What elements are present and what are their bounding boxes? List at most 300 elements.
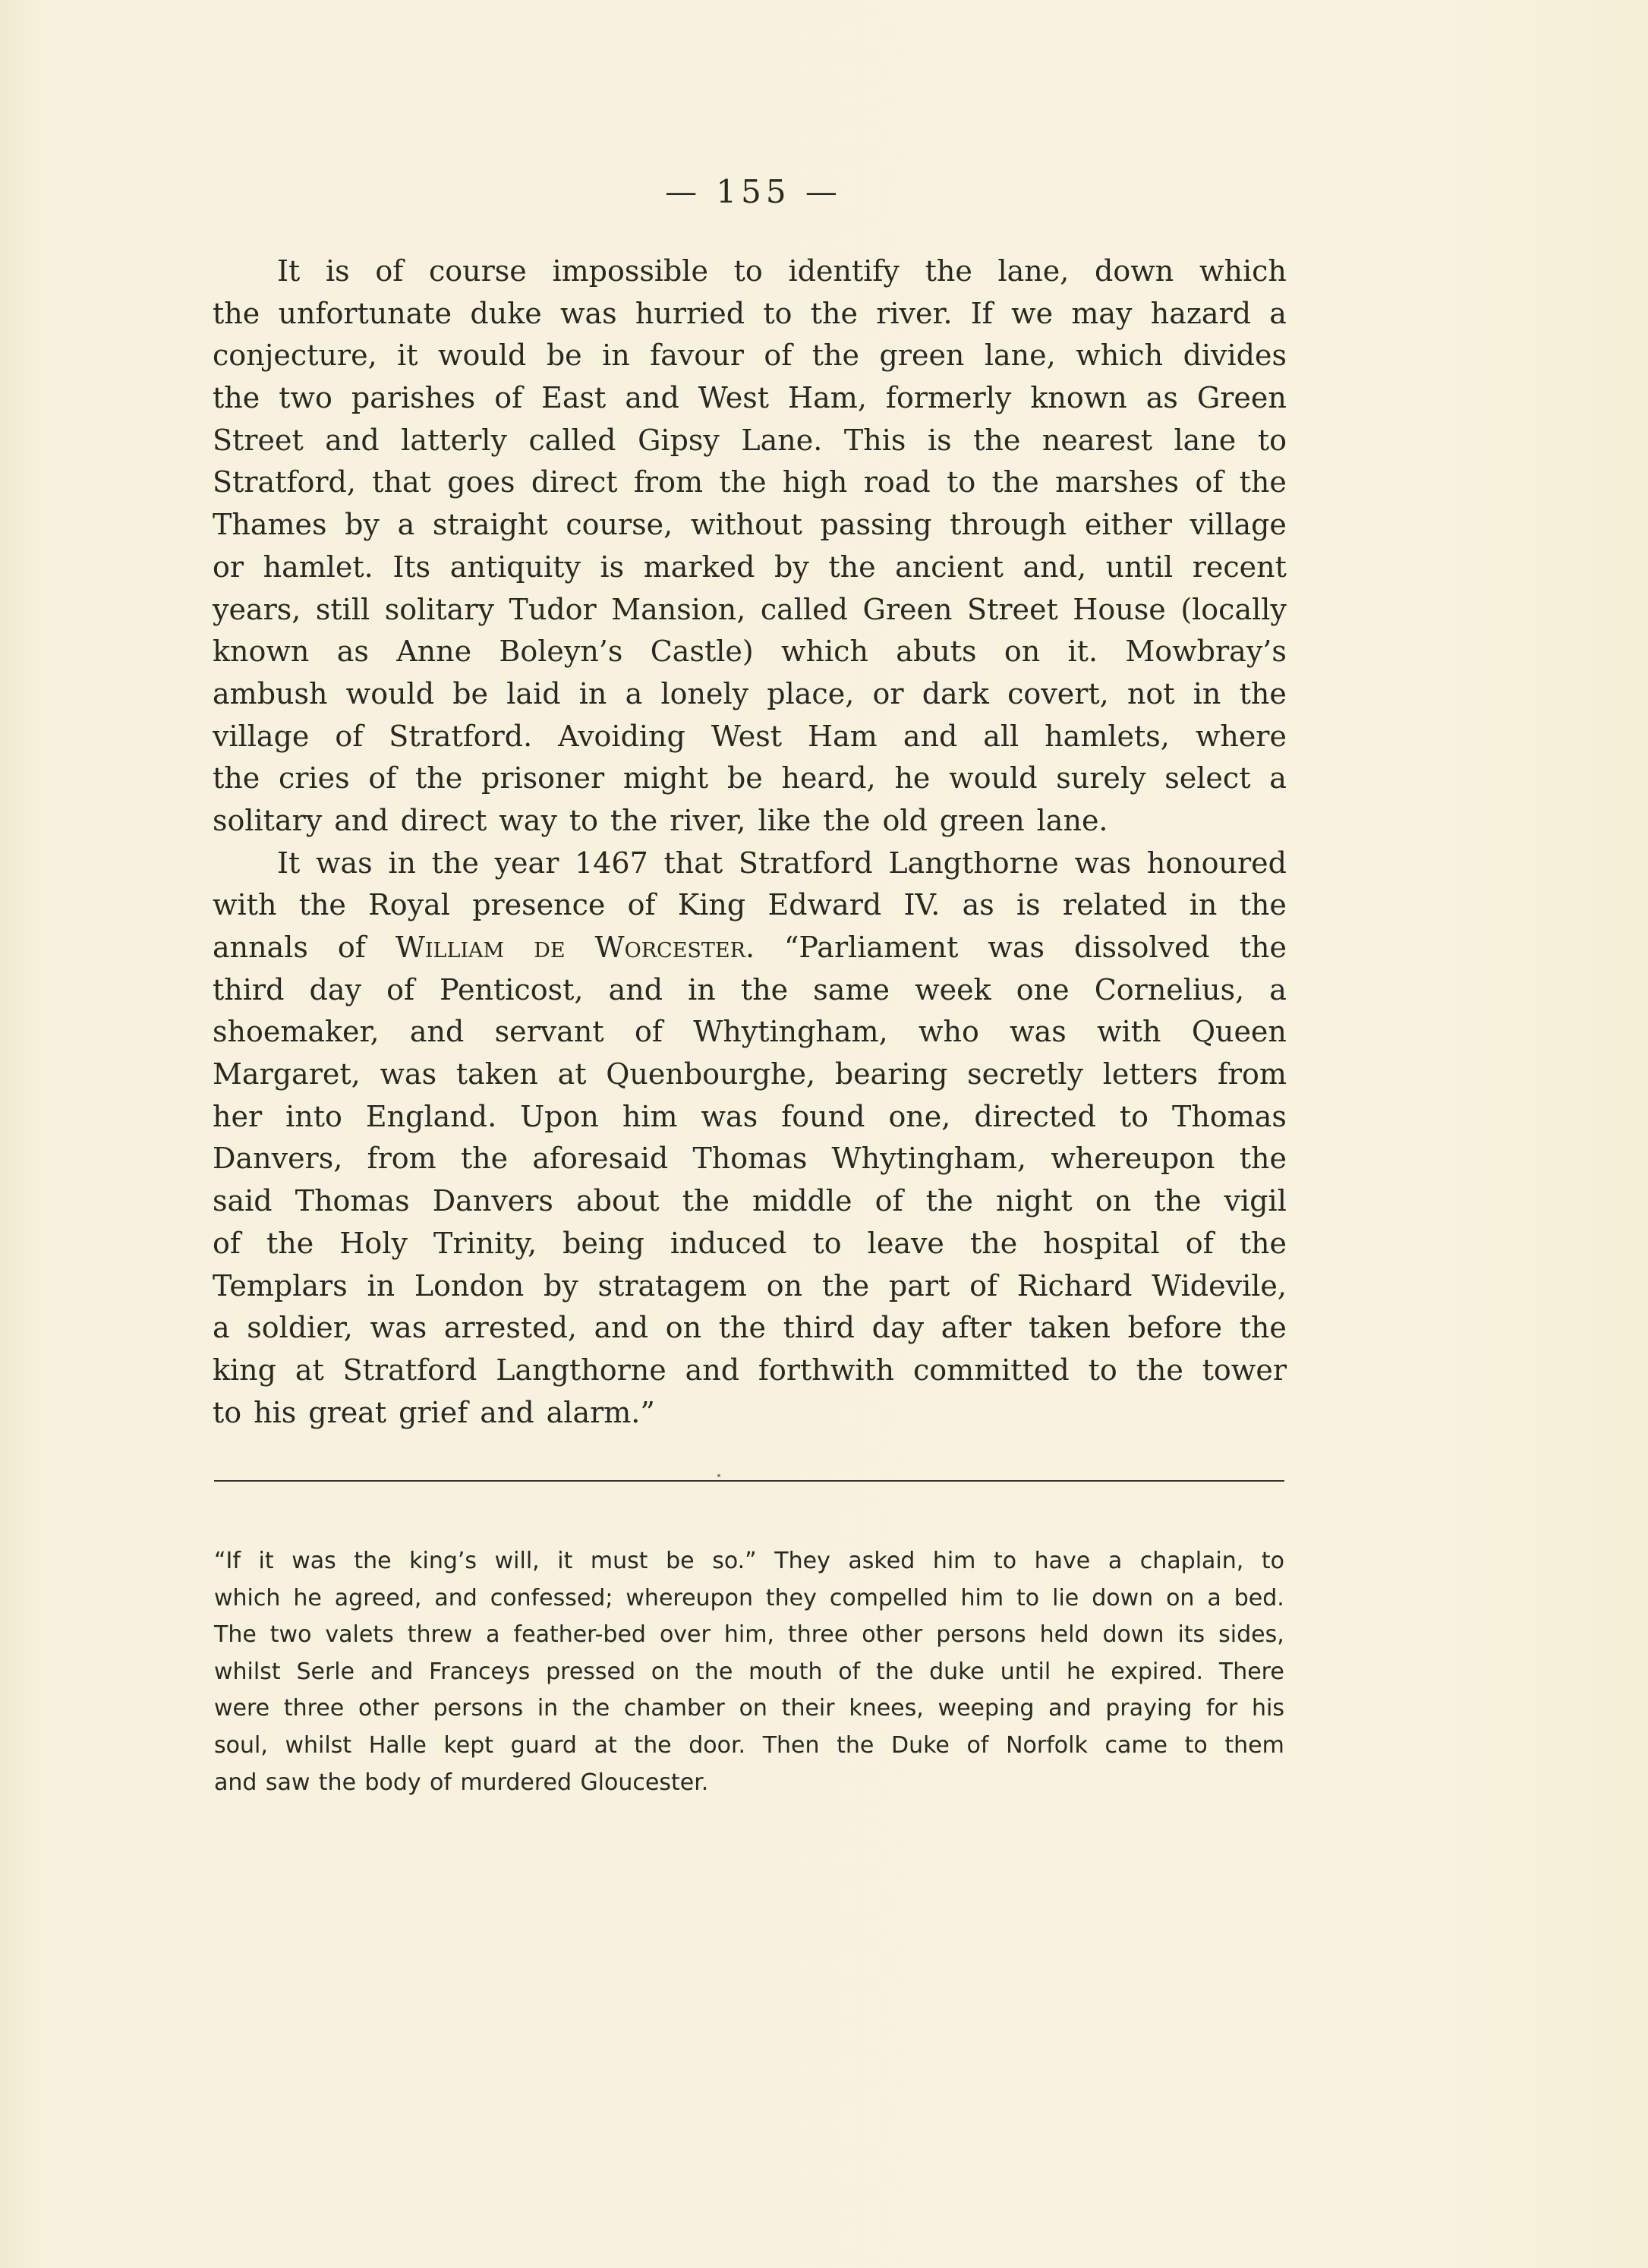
- word: the: [695, 1658, 733, 1685]
- word: the: [821, 1268, 870, 1303]
- footnote-line: [214, 1580, 1284, 1618]
- word: the: [1239, 1311, 1287, 1345]
- word: London: [414, 1268, 525, 1303]
- word: lie: [1052, 1584, 1079, 1611]
- word: induced: [670, 1226, 787, 1260]
- word: the: [1136, 1353, 1183, 1387]
- word: the: [811, 339, 860, 373]
- word: Widevile,: [1152, 1268, 1287, 1303]
- word: unfortunate: [278, 296, 452, 330]
- text-line: [213, 589, 1287, 632]
- word: lane,: [997, 254, 1070, 288]
- footnote-line: [214, 1617, 1284, 1654]
- word: as: [962, 888, 994, 922]
- word: him: [960, 1584, 1004, 1611]
- word: and,: [1023, 550, 1087, 584]
- word: will,: [494, 1548, 540, 1574]
- text-line: [213, 1138, 1287, 1180]
- text-line: [213, 293, 1287, 335]
- word: feather-bed: [513, 1621, 646, 1649]
- word: high: [782, 465, 848, 499]
- word: Trinity,: [433, 1226, 537, 1260]
- word: Royal: [368, 888, 450, 922]
- word: years,: [213, 592, 301, 626]
- word: be: [666, 1548, 695, 1574]
- word: road: [863, 465, 931, 499]
- word: The: [214, 1621, 257, 1649]
- word: of: [368, 761, 397, 795]
- word: him: [932, 1548, 976, 1574]
- page-number: — 155 —: [665, 173, 842, 210]
- word: secretly: [967, 1057, 1083, 1091]
- word: Upon: [520, 1099, 599, 1133]
- word: it.: [1067, 635, 1098, 669]
- word: Thomas: [692, 1142, 808, 1176]
- word: the: [925, 1184, 973, 1218]
- word: the: [810, 296, 858, 330]
- word: at: [295, 1353, 324, 1387]
- word: in: [602, 339, 630, 373]
- word: Boleyn’s: [499, 635, 623, 669]
- word: of: [874, 1184, 903, 1218]
- word: confessed;: [490, 1584, 613, 1611]
- word: recent: [1192, 550, 1287, 584]
- word: as: [1145, 381, 1178, 415]
- text-line: [213, 843, 1287, 885]
- word: and: [214, 1769, 257, 1796]
- word: at: [594, 1731, 617, 1759]
- word: the: [969, 1226, 1018, 1260]
- word: chaplain,: [1139, 1548, 1244, 1574]
- word: their: [781, 1695, 835, 1722]
- footnote-line: [214, 1690, 1284, 1728]
- word: still: [315, 592, 370, 626]
- word: valets: [325, 1621, 394, 1649]
- footnote-text: [214, 1543, 1284, 1801]
- word: to: [1016, 1584, 1040, 1611]
- word: Stratford.: [389, 719, 533, 753]
- word: Templars: [213, 1268, 348, 1303]
- word: of: [386, 972, 415, 1006]
- word: parishes: [351, 381, 476, 415]
- word: in: [578, 676, 607, 710]
- word: part: [888, 1268, 950, 1303]
- word: either: [1084, 508, 1172, 542]
- word: the: [213, 296, 260, 330]
- word: shoemaker,: [213, 1015, 380, 1049]
- word: was: [1010, 1015, 1067, 1049]
- word: have: [1034, 1548, 1091, 1574]
- word: Castle): [650, 635, 754, 669]
- word: servant: [494, 1015, 604, 1049]
- word: guard: [510, 1731, 577, 1759]
- word: duke: [470, 296, 542, 330]
- word: the: [876, 1658, 914, 1685]
- word: the: [460, 1142, 509, 1176]
- text-line: [213, 673, 1287, 716]
- word: on: [739, 1695, 767, 1722]
- word: three: [787, 1621, 849, 1649]
- word: a: [213, 1311, 230, 1345]
- word: which: [1076, 339, 1164, 373]
- word: a: [486, 1621, 500, 1649]
- word: favour: [650, 339, 744, 373]
- word: two: [279, 381, 332, 415]
- word: agreed,: [334, 1584, 422, 1611]
- word: persons: [433, 1695, 524, 1722]
- word: in: [688, 972, 716, 1006]
- word: who: [918, 1015, 979, 1049]
- word: into: [285, 1099, 342, 1133]
- word: cries: [278, 761, 350, 795]
- word: Gloucester.: [580, 1769, 709, 1796]
- word: body: [364, 1769, 421, 1796]
- word: course,: [566, 508, 673, 542]
- word: three: [283, 1695, 345, 1722]
- word: in: [367, 1268, 395, 1303]
- word: kept: [443, 1731, 494, 1759]
- word: to: [733, 254, 763, 288]
- word: Worcester.: [594, 931, 755, 964]
- word: were: [214, 1695, 270, 1722]
- print-speck: [717, 1474, 720, 1477]
- word: Mowbray’s: [1125, 635, 1287, 669]
- word: the: [610, 803, 658, 837]
- word: the: [682, 1184, 729, 1218]
- text-line: [213, 1265, 1287, 1308]
- word: straight: [432, 508, 548, 542]
- word: week: [915, 972, 991, 1006]
- word: ancient: [895, 550, 1004, 584]
- word: of: [337, 931, 366, 964]
- word: Green: [862, 592, 953, 626]
- word: of: [966, 1731, 989, 1759]
- word: Street: [967, 592, 1058, 626]
- word: was: [380, 1057, 437, 1091]
- word: until: [1105, 550, 1174, 584]
- word: he: [293, 1584, 322, 1611]
- word: and: [594, 1311, 649, 1345]
- word: heard,: [781, 761, 876, 795]
- word: West: [698, 381, 769, 415]
- word: Norfolk: [1006, 1731, 1088, 1759]
- word: Avoiding: [558, 719, 685, 753]
- word: Langthorne: [496, 1353, 666, 1387]
- word: must: [590, 1548, 648, 1574]
- word: dark: [922, 676, 989, 710]
- word: leave: [867, 1226, 944, 1260]
- word: door.: [689, 1731, 746, 1759]
- word: the: [213, 761, 260, 795]
- word: the: [1239, 931, 1287, 964]
- word: conjecture,: [213, 339, 377, 373]
- word: the: [1239, 465, 1287, 499]
- word: until: [1000, 1658, 1051, 1685]
- word: the: [572, 1695, 610, 1722]
- text-line: [213, 420, 1287, 462]
- word: in: [537, 1695, 559, 1722]
- word: of: [969, 1268, 998, 1303]
- word: This: [843, 423, 906, 457]
- word: it: [557, 1548, 573, 1574]
- text-line: [213, 335, 1287, 377]
- word: Then: [762, 1731, 820, 1759]
- word: forthwith: [758, 1353, 895, 1387]
- word: of: [335, 719, 364, 753]
- word: Thomas: [1172, 1099, 1287, 1133]
- word: said: [213, 1184, 273, 1218]
- text-line: [213, 547, 1287, 589]
- word: surely: [1056, 761, 1146, 795]
- word: knees,: [849, 1695, 924, 1722]
- word: related: [1062, 888, 1167, 922]
- word: praying: [1105, 1695, 1193, 1722]
- word: whilst: [285, 1731, 352, 1759]
- word: he: [894, 761, 931, 795]
- word: threw: [407, 1621, 473, 1649]
- word: with: [213, 888, 277, 922]
- word: over: [659, 1621, 711, 1649]
- word: dissolved: [1073, 931, 1210, 964]
- word: presence: [472, 888, 606, 922]
- word: the: [1239, 888, 1287, 922]
- word: stratagem: [597, 1268, 747, 1303]
- word: that: [663, 846, 723, 880]
- word: letters: [1102, 1057, 1199, 1091]
- word: one: [1016, 972, 1070, 1006]
- footnote-line: [214, 1765, 1284, 1802]
- word: and: [608, 972, 663, 1006]
- word: Edward: [767, 888, 882, 922]
- word: him: [622, 1099, 678, 1133]
- word: by: [543, 1268, 578, 1303]
- word: which: [214, 1584, 281, 1611]
- word: grief: [399, 1395, 468, 1429]
- word: is: [927, 423, 952, 457]
- word: direct: [400, 803, 487, 837]
- word: There: [1218, 1658, 1284, 1685]
- word: select: [1164, 761, 1251, 795]
- word: in: [388, 846, 416, 880]
- word: after: [941, 1311, 1012, 1345]
- word: to: [1184, 1731, 1208, 1759]
- word: Anne: [396, 635, 472, 669]
- word: to: [947, 465, 976, 499]
- word: he: [1066, 1658, 1095, 1685]
- text-line: [213, 1011, 1287, 1054]
- word: of: [1195, 465, 1224, 499]
- word: Stratford,: [213, 465, 356, 499]
- word: we: [1011, 296, 1054, 330]
- word: Its: [392, 550, 431, 584]
- word: it: [258, 1548, 274, 1574]
- word: on: [665, 1311, 702, 1345]
- text-line: [213, 461, 1287, 504]
- word: Danvers,: [213, 1142, 343, 1176]
- word: ambush: [213, 676, 328, 710]
- word: a: [1108, 1548, 1123, 1574]
- word: aforesaid: [532, 1142, 669, 1176]
- word: and: [480, 1395, 534, 1429]
- word: pressed: [546, 1658, 636, 1685]
- word: old: [882, 803, 928, 837]
- word: night: [996, 1184, 1073, 1218]
- word: is: [1016, 888, 1041, 922]
- word: on: [651, 1658, 680, 1685]
- word: known: [213, 635, 310, 669]
- word: William: [395, 931, 505, 964]
- word: It: [277, 254, 301, 288]
- word: day: [309, 972, 361, 1006]
- word: the: [318, 1769, 357, 1796]
- word: Ham: [808, 719, 878, 753]
- word: solitary: [213, 803, 323, 837]
- word: down: [1102, 1621, 1164, 1649]
- word: course: [428, 254, 527, 288]
- word: expired.: [1111, 1658, 1204, 1685]
- text-line: [213, 1223, 1287, 1265]
- word: to: [1119, 1099, 1149, 1133]
- word: is: [600, 550, 625, 584]
- word: known: [1030, 381, 1127, 415]
- word: passing: [820, 508, 932, 542]
- word: laid: [506, 676, 561, 710]
- word: middle: [752, 1184, 852, 1218]
- word: to: [213, 1395, 242, 1429]
- word: and: [334, 803, 389, 837]
- text-line: [213, 758, 1287, 800]
- word: the: [1154, 1184, 1202, 1218]
- word: the: [973, 423, 1021, 457]
- word: a: [1269, 972, 1287, 1006]
- word: abuts: [896, 635, 977, 669]
- word: Duke: [891, 1731, 950, 1759]
- word: river.: [876, 296, 953, 330]
- word: England.: [365, 1099, 497, 1133]
- word: of: [494, 381, 523, 415]
- word: asked: [848, 1548, 915, 1574]
- word: tower: [1202, 1353, 1287, 1387]
- word: that: [372, 465, 431, 499]
- word: soldier,: [247, 1311, 353, 1345]
- word: whereupon: [1051, 1142, 1215, 1176]
- word: hamlet.: [263, 550, 373, 584]
- word: which: [781, 635, 868, 669]
- word: as: [336, 635, 369, 669]
- word: on: [1004, 635, 1041, 669]
- word: the: [1239, 1142, 1287, 1176]
- word: on: [1166, 1584, 1195, 1611]
- word: soul,: [214, 1731, 268, 1759]
- word: place,: [767, 676, 855, 710]
- word: Queen: [1191, 1015, 1287, 1049]
- word: would: [345, 676, 435, 710]
- word: the: [298, 888, 346, 922]
- word: the: [1239, 1226, 1287, 1260]
- text-line: [213, 884, 1287, 927]
- word: chamber: [623, 1695, 725, 1722]
- word: lonely: [660, 676, 749, 710]
- word: for: [1205, 1695, 1238, 1722]
- word: his: [254, 1395, 297, 1429]
- word: Franceys: [429, 1658, 531, 1685]
- word: and: [903, 719, 958, 753]
- word: taken: [455, 1057, 538, 1091]
- word: bed.: [1234, 1584, 1284, 1611]
- word: East: [541, 381, 607, 415]
- word: was: [315, 846, 373, 880]
- word: murdered: [460, 1769, 572, 1796]
- word: lane,: [984, 339, 1056, 373]
- word: goes: [447, 465, 515, 499]
- word: lane.: [1036, 803, 1108, 837]
- word: the: [266, 1226, 314, 1260]
- word: on: [1095, 1184, 1132, 1218]
- word: Halle: [368, 1731, 427, 1759]
- word: 1467: [575, 846, 648, 880]
- word: with: [1097, 1015, 1161, 1049]
- text-line: [213, 1350, 1287, 1392]
- word: the: [828, 550, 876, 584]
- word: Langthorne: [888, 846, 1059, 880]
- word: came: [1104, 1731, 1168, 1759]
- word: the: [634, 1731, 672, 1759]
- word: formerly: [885, 381, 1012, 415]
- word: whereupon: [625, 1584, 753, 1611]
- word: down: [1095, 254, 1174, 288]
- word: one,: [888, 1099, 951, 1133]
- word: House: [1073, 592, 1166, 626]
- word: duke: [929, 1658, 985, 1685]
- word: where: [1195, 719, 1287, 753]
- word: hospital: [1043, 1226, 1160, 1260]
- word: might: [622, 761, 709, 795]
- word: “If: [214, 1548, 241, 1574]
- word: Thomas: [295, 1184, 410, 1218]
- word: and: [325, 423, 380, 457]
- word: Whytingham,: [831, 1142, 1027, 1176]
- word: sides,: [1218, 1621, 1284, 1649]
- word: through: [950, 508, 1067, 542]
- word: third: [783, 1311, 855, 1345]
- word: hurried: [635, 296, 745, 330]
- word: would: [438, 339, 527, 373]
- word: the: [1239, 676, 1287, 710]
- word: from: [367, 1142, 436, 1176]
- footnote-line: [214, 1654, 1284, 1691]
- word: by: [774, 550, 809, 584]
- word: Whytingham,: [693, 1015, 888, 1049]
- word: and: [625, 381, 679, 415]
- word: prisoner: [481, 761, 605, 795]
- word: bearing: [834, 1057, 948, 1091]
- word: in: [1189, 888, 1218, 922]
- word: and: [685, 1353, 740, 1387]
- word: whilst: [214, 1658, 281, 1685]
- word: persons: [936, 1621, 1026, 1649]
- word: they: [765, 1584, 817, 1611]
- word: on: [766, 1268, 803, 1303]
- word: weeping: [937, 1695, 1035, 1722]
- word: marked: [643, 550, 755, 584]
- word: green: [879, 339, 965, 373]
- word: was: [559, 296, 617, 330]
- word: or: [872, 676, 904, 710]
- word: before: [1127, 1311, 1223, 1345]
- word: a: [1269, 761, 1287, 795]
- word: way: [499, 803, 557, 837]
- word: village: [213, 719, 310, 753]
